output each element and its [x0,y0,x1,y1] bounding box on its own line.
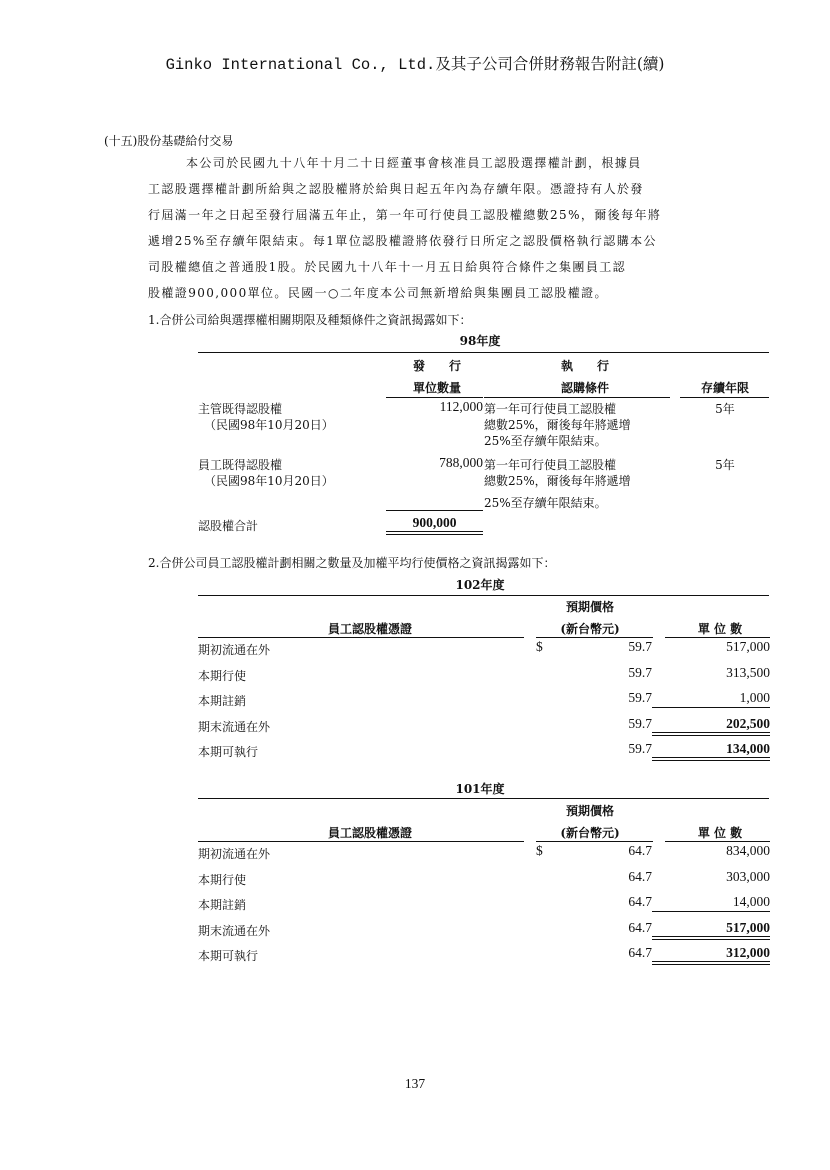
subtotal-rule [652,911,770,912]
exec-condition: 25%至存續年限結束。 [484,434,607,448]
paragraph-line: 遞增25%至存續年限結束。每1單位認股權證將依發行日所定之認股價格執行認購本公 [148,234,657,248]
total-double-rule [652,936,770,940]
item2-intro: 2.合併公司員工認股權計劃相關之數量及加權平均行使價格之資訊揭露如下： [148,556,556,570]
units-value: 834,000 [726,843,770,858]
paragraph-line: 行屆滿一年之日起至發行屆滿五年止，第一年可行使員工認股權總數25%，爾後每年將 [148,208,662,222]
header-rule [198,841,524,842]
row-label: 主管既得認股權 [198,402,283,416]
row-label: 期初流通在外 [198,643,271,657]
total-double-rule [386,531,483,535]
dollar-sign: $ [536,639,543,654]
col-exec-header: 執 行 [560,359,609,373]
row-sublabel: （民國98年10月20日） [204,474,334,488]
report-title: 及其子公司合併財務報告附註(續) [435,55,665,73]
dollar-sign: $ [536,843,543,858]
units-value: 303,000 [726,869,770,884]
table-year: 102年度 [455,578,505,592]
header-rule [680,397,769,398]
col-issue-header: 發 行 [412,359,461,373]
subtotal-rule [652,707,770,708]
units-value: 14,000 [732,894,770,909]
header-rule [536,637,653,638]
item1-intro: 1.合併公司給與選擇權相關期限及種類條件之資訊揭露如下： [148,313,472,327]
row-label: 期末流通在外 [198,924,271,938]
paragraph-line: 股權證900,000單位。民國一○二年度本公司無新增給與集團員工認股權證。 [148,286,608,300]
col-term-header: 存續年限 [700,381,749,395]
paragraph-line: 工認股選擇權計劃所給與之認股權將於給與日起五年內為存續年限。憑證持有人於發 [148,182,644,196]
price-value: 64.7 [628,843,652,858]
col-price-header: 預期價格 [565,804,614,818]
price-value: 64.7 [628,869,652,884]
row-label: 本期可執行 [198,745,259,759]
table-year: 101年度 [455,782,505,796]
header-rule [665,637,770,638]
units-value: 1,000 [739,690,770,705]
col-units-header: 單 位 數 [697,622,743,636]
header-rule [484,397,670,398]
units-value: 517,000 [726,639,770,654]
units-value: 202,500 [726,716,770,731]
row-label: 本期註銷 [198,694,247,708]
price-value: 59.7 [628,639,652,654]
section-heading: (十五)股份基礎給付交易 [104,134,234,148]
header-rule [536,841,653,842]
units-value: 313,500 [726,665,770,680]
col-units-header: 單 位 數 [697,826,743,840]
term-years: 5年 [715,458,735,472]
units-value: 517,000 [726,920,770,935]
price-value: 59.7 [628,741,652,756]
col-exec-header: 認購條件 [560,381,609,395]
col-label-header: 員工認股權憑證 [327,622,412,636]
price-value: 64.7 [628,894,652,909]
page-number: 137 [404,1076,426,1091]
header-rule [386,397,483,398]
company-name: Ginko International Co., Ltd. [165,56,436,74]
issue-units: 788,000 [439,455,483,470]
header-rule [198,637,524,638]
col-issue-header: 單位數量 [412,381,461,395]
exec-condition: 第一年可行使員工認股權 [484,402,617,416]
total-double-rule [652,732,770,736]
total-label: 認股權合計 [198,519,259,533]
price-value: 64.7 [628,945,652,960]
col-label-header: 員工認股權憑證 [327,826,412,840]
table-rule [198,352,769,353]
total-double-rule [652,961,770,965]
price-value: 64.7 [628,920,652,935]
table-rule [198,595,769,596]
units-value: 134,000 [726,741,770,756]
price-value: 59.7 [628,690,652,705]
row-sublabel: （民國98年10月20日） [204,418,334,432]
col-price-header: (新台幣元) [560,826,620,840]
page-header [0,52,830,74]
price-value: 59.7 [628,665,652,680]
exec-condition: 25%至存續年限結束。 [484,496,607,510]
col-price-header: (新台幣元) [560,622,620,636]
exec-condition: 第一年可行使員工認股權 [484,458,617,472]
row-label: 本期註銷 [198,898,247,912]
row-label: 本期行使 [198,873,247,887]
header-rule [665,841,770,842]
issue-units: 112,000 [439,399,483,414]
paragraph-line: 本公司於民國九十八年十月二十日經董事會核准員工認股選擇權計劃，根據員 [186,156,642,170]
total-double-rule [652,757,770,761]
row-label: 期初流通在外 [198,847,271,861]
exec-condition: 總數25%，爾後每年將遞增 [484,418,631,432]
paragraph-line: 司股權總值之普通股1股。於民國九十八年十一月五日給與符合條件之集團員工認 [148,260,627,274]
term-years: 5年 [715,402,735,416]
col-price-header: 預期價格 [565,600,614,614]
exec-condition: 總數25%，爾後每年將遞增 [484,474,631,488]
price-value: 59.7 [628,716,652,731]
subtotal-rule [386,510,483,511]
row-label: 期末流通在外 [198,720,271,734]
units-value: 312,000 [726,945,770,960]
row-label: 本期行使 [198,669,247,683]
item1-year: 98年度 [459,334,501,348]
row-label: 本期可執行 [198,949,259,963]
total-units: 900,000 [412,515,457,530]
table-rule [198,798,769,799]
row-label: 員工既得認股權 [198,458,283,472]
